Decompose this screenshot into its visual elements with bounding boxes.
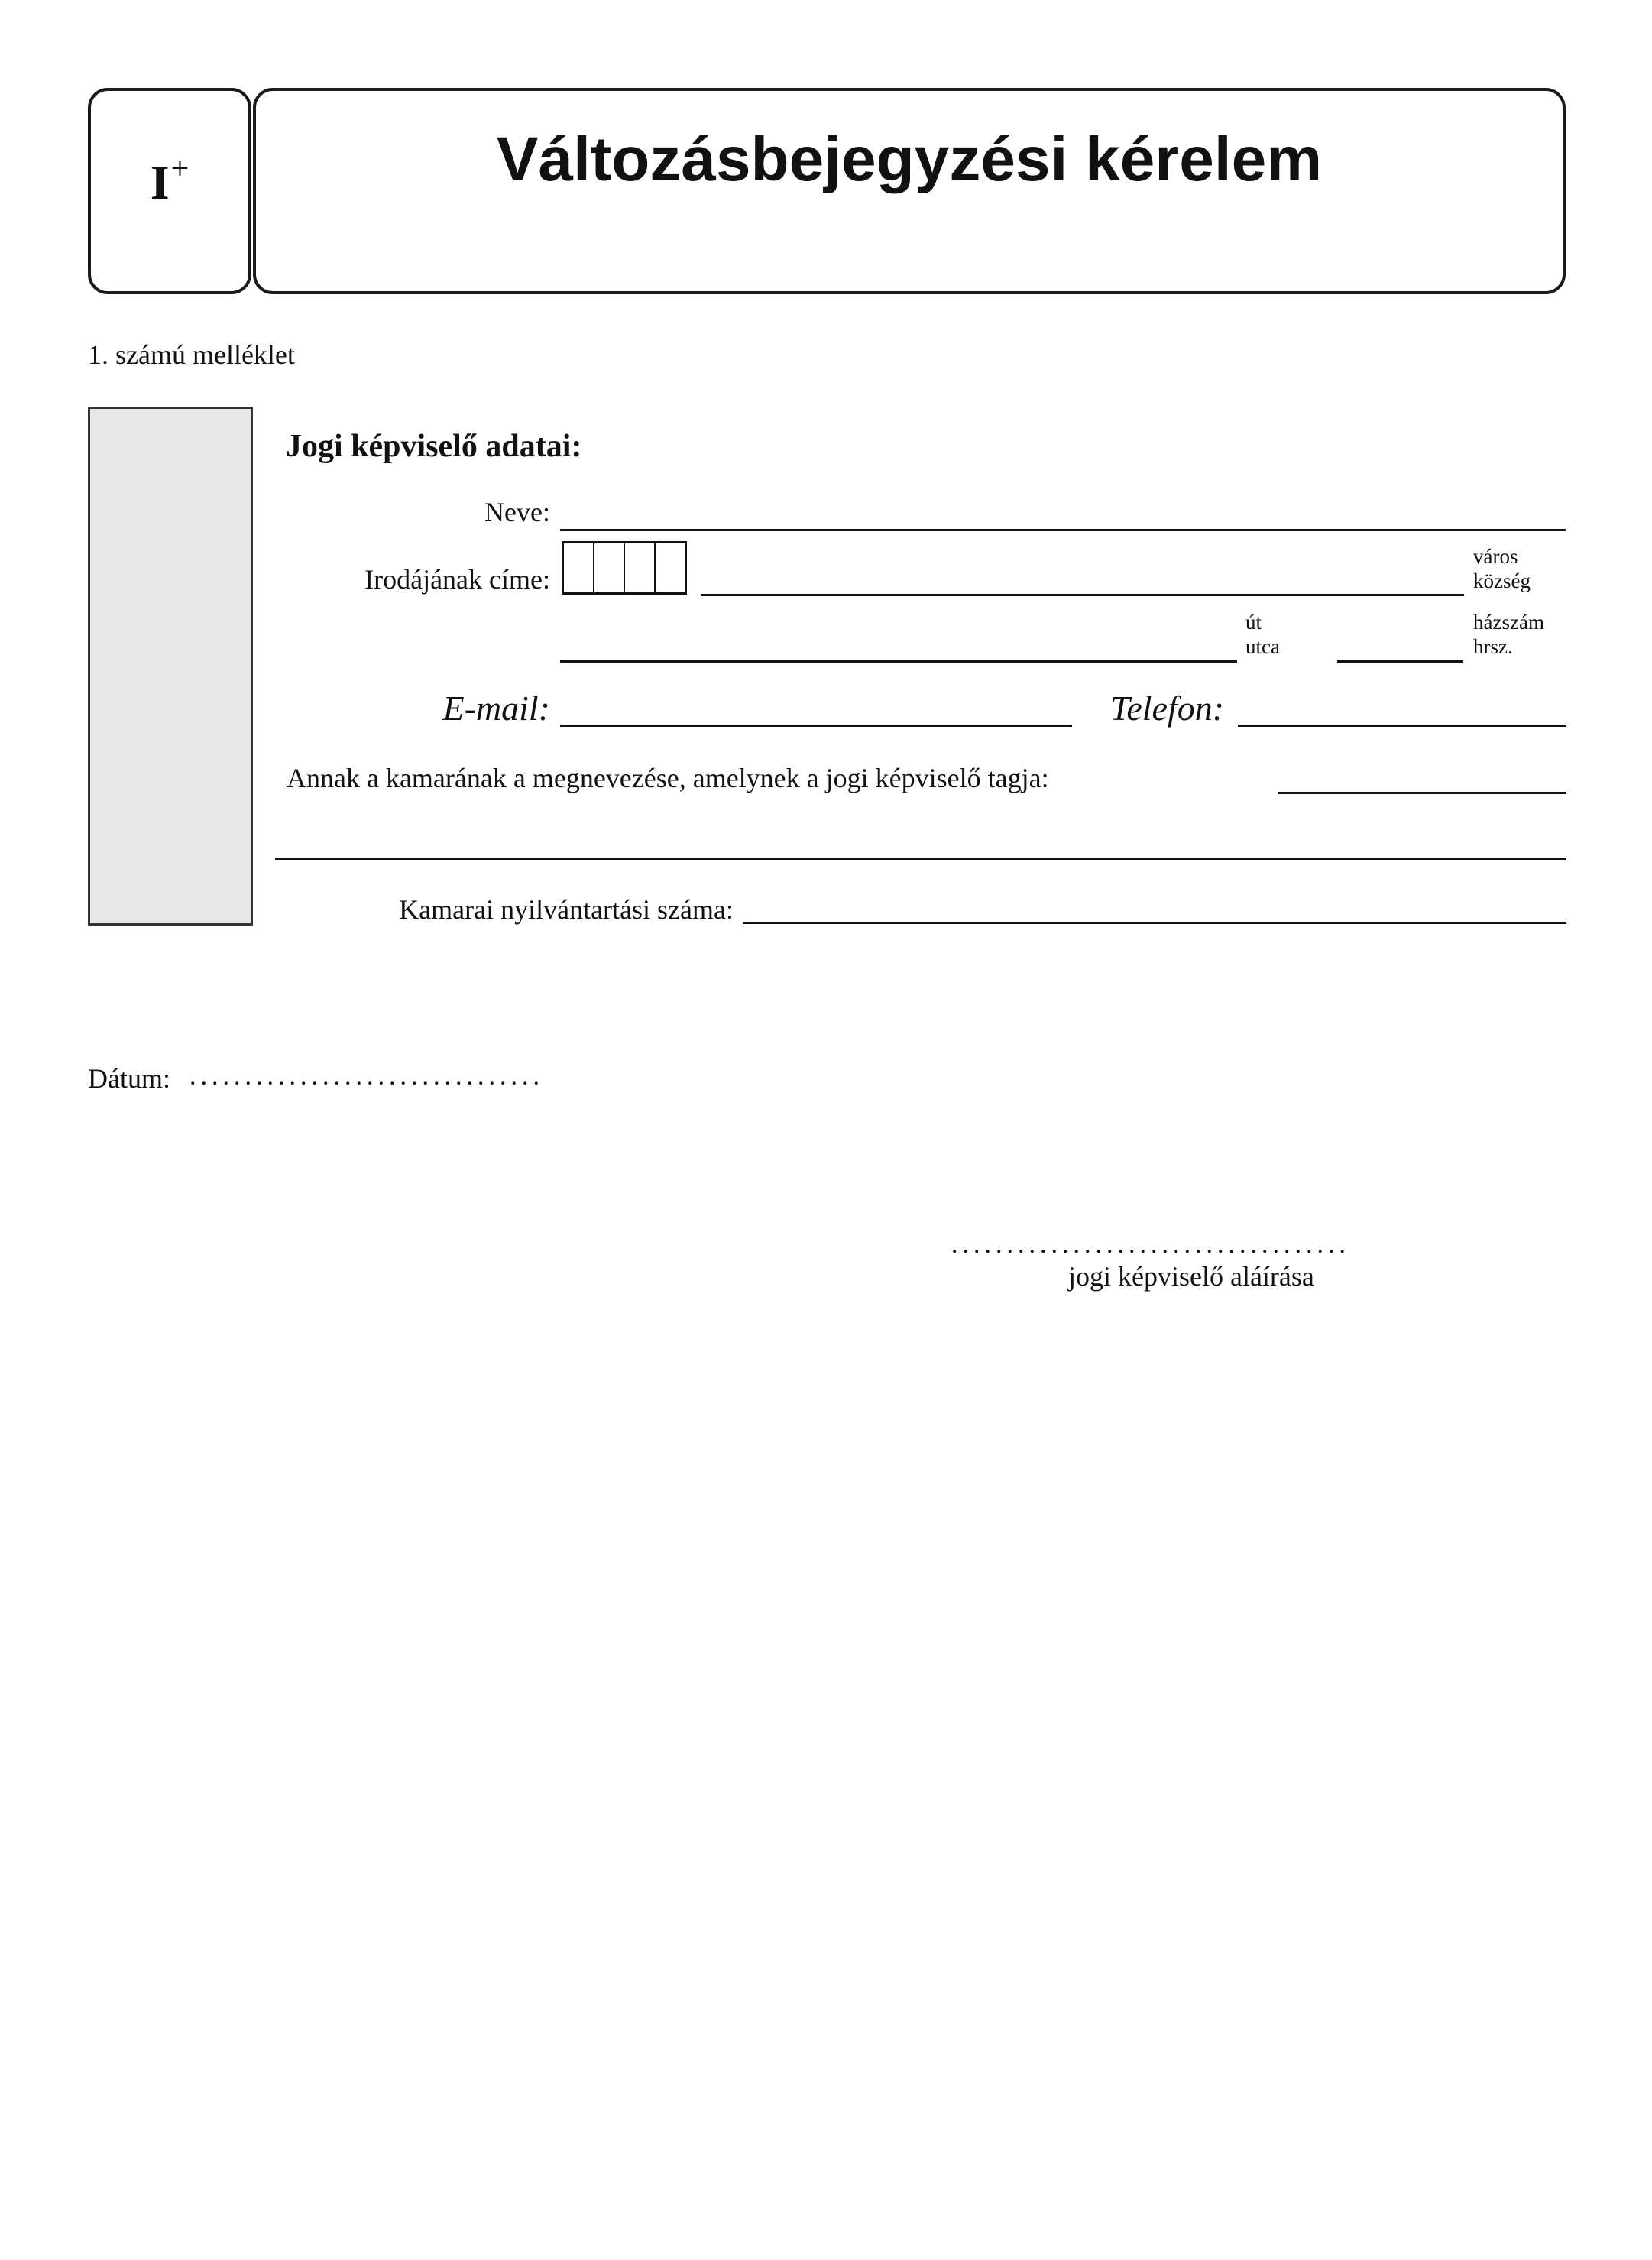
phone-label: Telefon: bbox=[1110, 689, 1225, 728]
street-field[interactable] bbox=[560, 660, 1237, 663]
form-code: I+ bbox=[150, 151, 189, 209]
page-title: Változásbejegyzési kérelem bbox=[496, 125, 1323, 194]
city-label: város község bbox=[1473, 545, 1531, 593]
house-number-field[interactable] bbox=[1337, 660, 1463, 663]
email-field[interactable] bbox=[560, 725, 1072, 727]
chamber-label: Annak a kamarának a megnevezése, amelynek a jogi képviselő tagja: bbox=[287, 763, 1049, 793]
chamber-field-short[interactable] bbox=[1278, 792, 1566, 794]
date-field[interactable]: ................................ bbox=[189, 1062, 544, 1091]
phone-field[interactable] bbox=[1238, 725, 1566, 727]
postal-code-field[interactable] bbox=[562, 541, 687, 595]
house-number-label: házszám hrsz. bbox=[1473, 611, 1544, 659]
name-field[interactable] bbox=[560, 529, 1566, 531]
office-address-label: Irodájának címe: bbox=[364, 564, 550, 595]
signature-label: jogi képviselő aláírása bbox=[1068, 1261, 1314, 1292]
side-bar bbox=[88, 407, 253, 926]
email-label: E-mail: bbox=[442, 689, 550, 728]
city-field[interactable] bbox=[701, 594, 1464, 596]
registry-number-field[interactable] bbox=[743, 922, 1566, 924]
chamber-field[interactable] bbox=[275, 858, 1566, 860]
section-title: Jogi képviselő adatai: bbox=[286, 429, 582, 464]
date-label: Dátum: bbox=[88, 1063, 170, 1094]
street-label: út utca bbox=[1245, 611, 1280, 659]
registry-number-label: Kamarai nyilvántartási száma: bbox=[399, 894, 734, 925]
form-code-superscript: + bbox=[170, 151, 189, 186]
name-label: Neve: bbox=[484, 497, 550, 527]
signature-field[interactable]: .................................... bbox=[951, 1231, 1350, 1259]
annex-label: 1. számú melléklet bbox=[88, 339, 295, 370]
